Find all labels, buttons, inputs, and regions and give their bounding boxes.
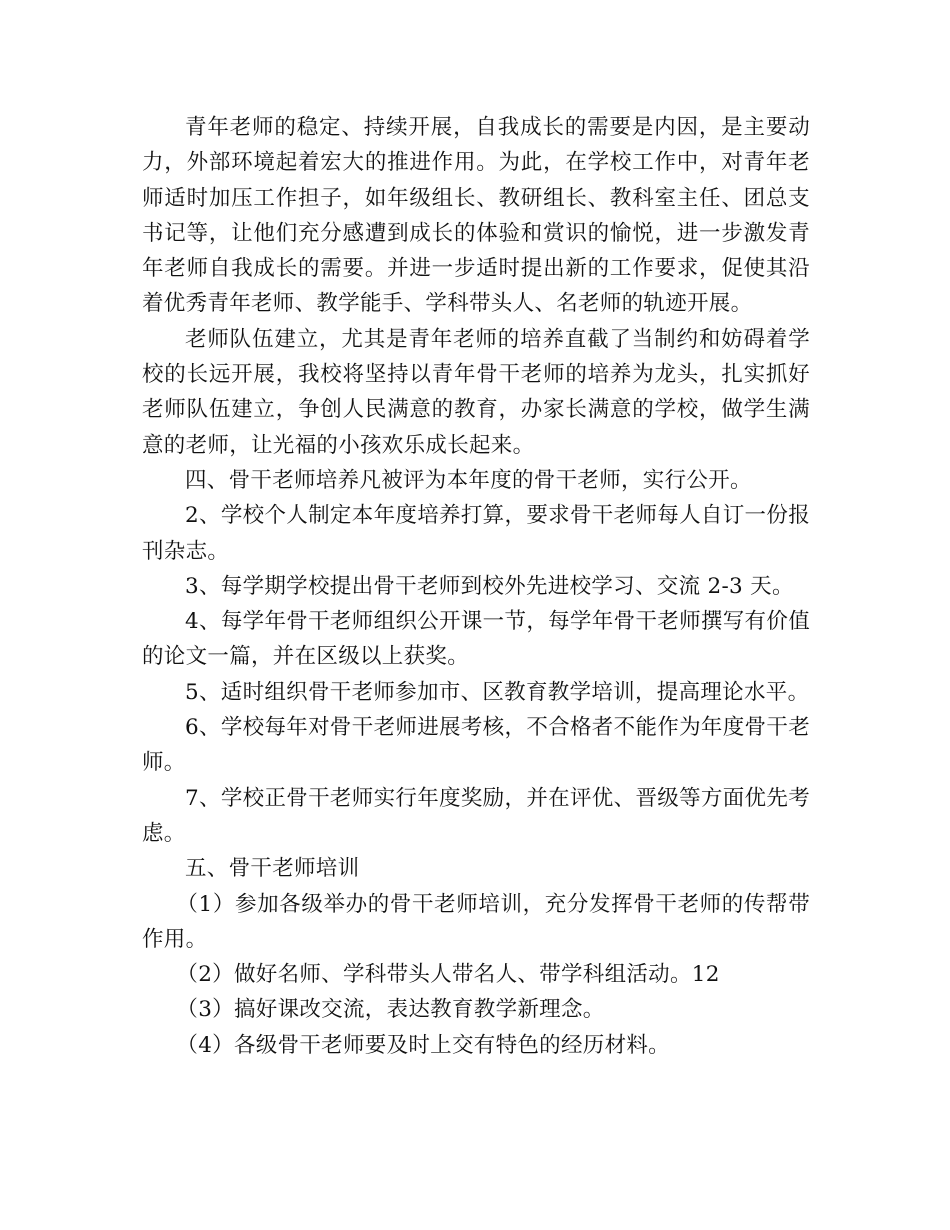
list-item-6: 6、学校每年对骨干老师进展考核，不合格者不能作为年度骨干老师。	[142, 715, 810, 776]
list-item-4: 4、每学年骨干老师组织公开课一节，每学年骨干老师撰写有价值的论文一篇，并在区级以上获奖。	[142, 609, 810, 670]
training-item-1: （1）参加各级举办的骨干老师培训，充分发挥骨干老师的传帮带作用。	[142, 891, 810, 952]
list-item-2: 2、学校个人制定本年度培养打算，要求骨干老师每人自订一份报刊杂志。	[142, 503, 810, 564]
paragraph-team-building: 老师队伍建立，尤其是青年老师的培养直截了当制约和妨碍着学校的长远开展，我校将坚持以青年骨干老师的培养为龙头，扎实抓好老师队伍建立，争创人民满意的教育，办家长满意的学校，做学生满意的老师，让光福的小孩欢乐成长起来。	[142, 326, 810, 458]
training-item-4: （4）各级骨干老师要及时上交有特色的经历材料。	[176, 1032, 670, 1058]
list-item-3: 3、每学期学校提出骨干老师到校外先进校学习、交流 2-3 天。	[185, 573, 794, 599]
paragraph-young-teachers: 青年老师的稳定、持续开展，自我成长的需要是内因，是主要动力，外部环境起着宏大的推进作用。为此，在学校工作中，对青年老师适时加压工作担子，如年级组长、教研组长、教科室主任、团总支书记等，让他们充分感遭到成长的体验和赏识的愉悦，进一步激发青年老师自我成长的需要。并进一步适时提出新的工作要求，促使其沿着优秀青年老师、教学能手、学科带头人、名老师的轨迹开展。	[142, 115, 810, 317]
list-item-7: 7、学校正骨干老师实行年度奖励，并在评优、晋级等方面优先考虑。	[142, 785, 810, 846]
training-item-3: （3）搞好课改交流，表达教育教学新理念。	[176, 997, 605, 1023]
document-page	[142, 110, 810, 1063]
list-item-5: 5、适时组织骨干老师参加市、区教育教学培训，提高理论水平。	[185, 679, 810, 705]
section-heading-backbone-training: 五、骨干老师培训	[185, 856, 360, 882]
section-heading-backbone-training-plan: 四、骨干老师培养凡被评为本年度的骨干老师，实行公开。	[185, 467, 752, 493]
training-item-2: （2）做好名师、学科带头人带名人、带学科组活动。12	[176, 962, 720, 988]
